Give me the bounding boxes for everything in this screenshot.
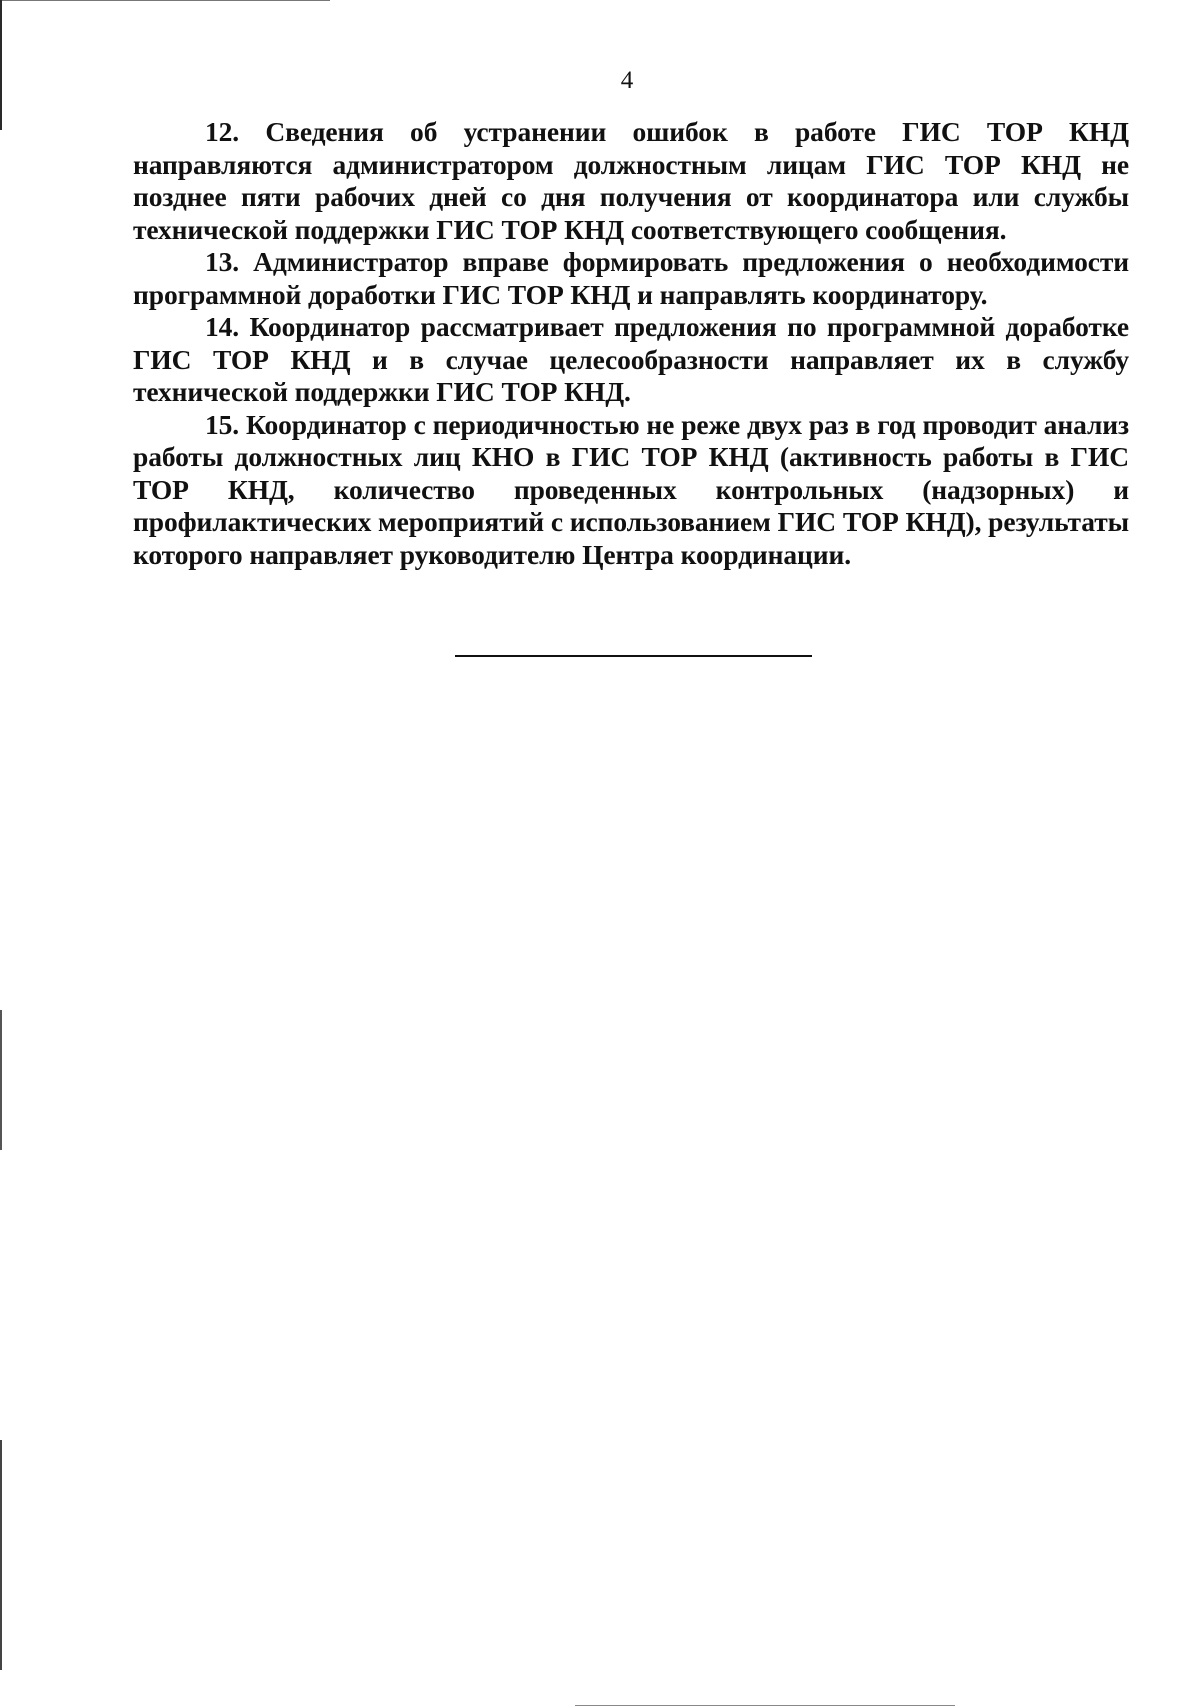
scan-edge-top bbox=[0, 0, 330, 1]
paragraph-13: 13. Администратор вправе формировать предложения о необходимости программной доработки ГИС ТОР КНД и направлять координатору. bbox=[133, 246, 1129, 310]
scan-edge-left-top bbox=[0, 0, 2, 130]
document-body bbox=[133, 116, 1129, 571]
paragraph-14: 14. Координатор рассматривает предложения по программной доработке ГИС ТОР КНД и в случае целесообразности направляет их в службу технической поддержки ГИС ТОР КНД. bbox=[133, 311, 1129, 407]
page-number: 4 bbox=[620, 67, 634, 94]
paragraph-12: 12. Сведения об устранении ошибок в работе ГИС ТОР КНД направляются администратором должностным лицам ГИС ТОР КНД не позднее пяти рабочих дней со дня получения от координатора или службы технической поддержки ГИС ТОР КНД соответствующего сообщения. bbox=[133, 116, 1129, 245]
scan-edge-left-middle bbox=[0, 1010, 2, 1150]
scan-edge-left-bottom bbox=[0, 1440, 2, 1670]
end-of-document-rule bbox=[455, 655, 812, 657]
paragraph-15: 15. Координатор с периодичностью не реже двух раз в год проводит анализ работы должностных лиц КНО в ГИС ТОР КНД (активность работы в ГИС ТОР КНД, количество проведенных контрольных (надзорных) и профилактических мероприятий с использованием ГИС ТОР КНД), результаты которого направляет руководителю Центра координации. bbox=[133, 408, 1129, 570]
